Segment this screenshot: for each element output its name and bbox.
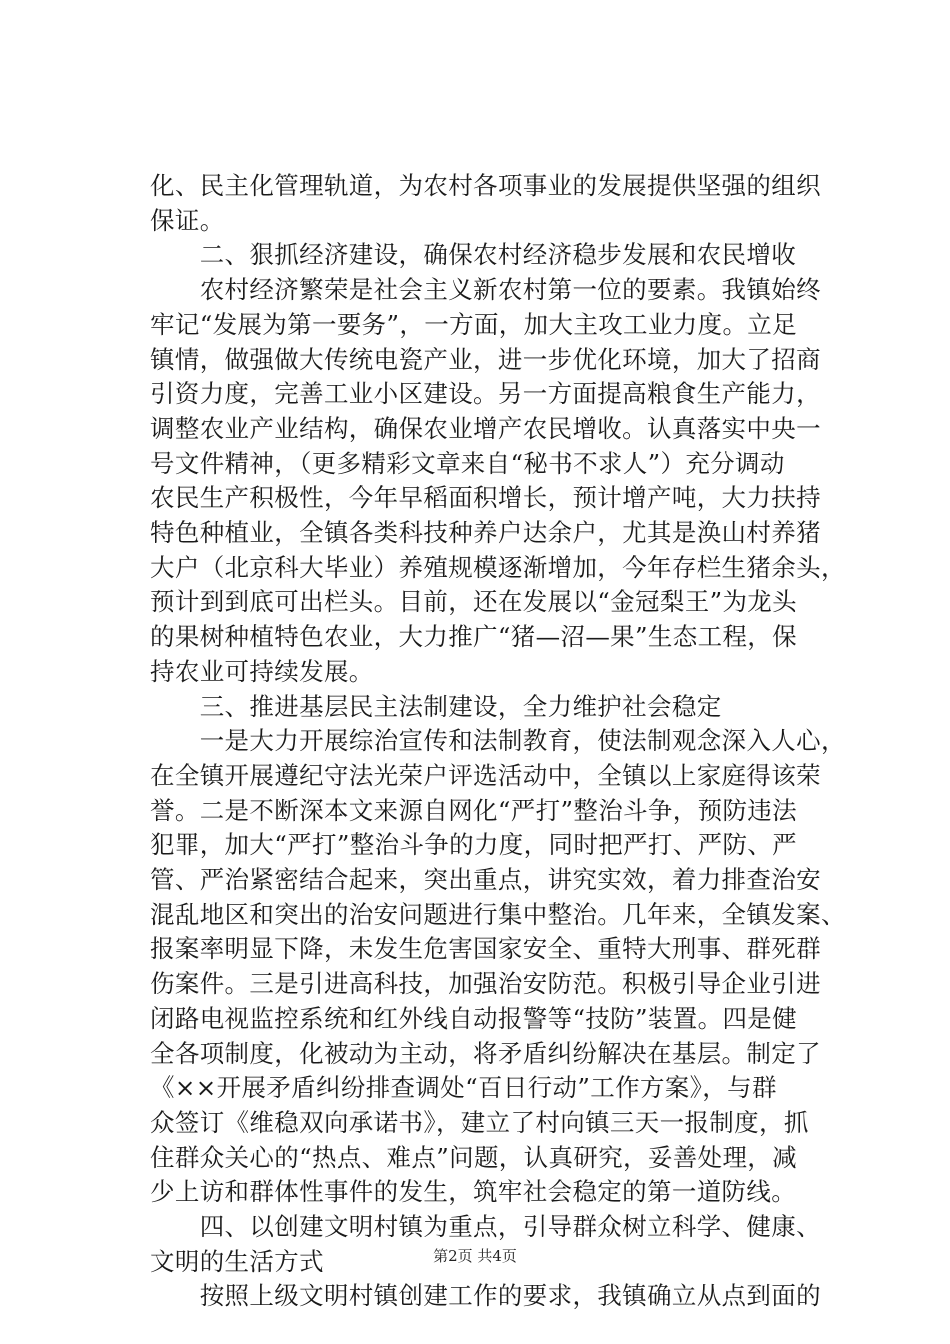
text-line: 在全镇开展遵纪守法光荣户评选活动中，全镇以上家庭得该荣 bbox=[150, 760, 821, 790]
text-line: 大户（北京科大毕业）养殖规模逐渐增加，今年存栏生猪余头， bbox=[150, 552, 846, 582]
text-line: 特色种植业，全镇各类科技种养户达余户，尤其是涣山村养猪 bbox=[150, 518, 821, 547]
text-line: 牢记“发展为第一要务”，一方面，加大主攻工业力度。立足 bbox=[150, 309, 797, 339]
page-footer: 第2页 共4页 bbox=[433, 1247, 517, 1265]
text-line: 犯罪，加大“严打”整治斗争的力度，同时把严打、严防、严 bbox=[150, 830, 797, 860]
text-line: 保证。 bbox=[150, 205, 225, 235]
text-line: 化、民主化管理轨道，为农村各项事业的发展提供坚强的组织 bbox=[150, 171, 821, 200]
text-line: 按照上级文明村镇创建工作的要求，我镇确立从点到面的 bbox=[150, 1281, 821, 1311]
text-line: 农民生产积极性，今年早稻面积增长，预计增产吨，大力扶持 bbox=[150, 483, 821, 513]
text-line: 二、狠抓经济建设，确保农村经济稳步发展和农民增收 bbox=[150, 240, 797, 270]
text-line: 众签订《维稳双向承诺书》，建立了村向镇三天一报制度，抓 bbox=[150, 1107, 809, 1137]
text-line: 调整农业产业结构，确保农业增产农民增收。认真落实中央一 bbox=[150, 413, 821, 443]
text-line: 少上访和群体性事件的发生，筑牢社会稳定的第一道防线。 bbox=[150, 1177, 797, 1207]
text-line: 引资力度，完善工业小区建设。另一方面提高粮食生产能力， bbox=[150, 379, 821, 409]
text-line: 《××开展矛盾纠纷排查调处“百日行动”工作方案》，与群 bbox=[150, 1073, 777, 1103]
text-line: 混乱地区和突出的治安问题进行集中整治。几年来，全镇发案、 bbox=[150, 899, 846, 929]
text-line: 农村经济繁荣是社会主义新农村第一位的要素。我镇始终 bbox=[150, 275, 821, 305]
text-line: 住群众关心的“热点、难点”问题，认真研究，妥善处理，减 bbox=[150, 1142, 797, 1172]
text-line: 誉。二是不断深本文来源自网化“严打”整治斗争，预防违法 bbox=[150, 795, 797, 825]
text-line: 镇情，做强做大传统电瓷产业，进一步优化环境，加大了招商 bbox=[150, 344, 821, 374]
text-line: 全各项制度，化被动为主动，将矛盾纠纷解决在基层。制定了 bbox=[150, 1038, 821, 1068]
text-line: 号文件精神，（更多精彩文章来自“秘书不求人”）充分调动 bbox=[150, 448, 785, 478]
text-line: 管、严治紧密结合起来，突出重点，讲究实效，着力排查治安 bbox=[150, 865, 821, 894]
text-line: 伤案件。三是引进高科技，加强治安防范。积极引导企业引进 bbox=[150, 969, 821, 999]
text-line: 三、推进基层民主法制建设，全力维护社会稳定 bbox=[150, 691, 722, 721]
text-line: 的果树种植特色农业，大力推广“猪—沼—果”生态工程，保 bbox=[150, 622, 797, 652]
text-line: 预计到到底可出栏头。目前，还在发展以“金冠梨王”为龙头 bbox=[150, 587, 797, 617]
text-line: 闭路电视监控系统和红外线自动报警等“技防”装置。四是健 bbox=[150, 1003, 797, 1033]
text-line: 报案率明显下降，未发生危害国家安全、重特大刑事、群死群 bbox=[150, 934, 821, 964]
text-line: 文明的生活方式 bbox=[150, 1246, 324, 1276]
text-line: 一是大力开展综治宣传和法制教育，使法制观念深入人心， bbox=[150, 726, 846, 756]
text-line: 持农业可持续发展。 bbox=[150, 656, 374, 686]
text-line: 四、以创建文明村镇为重点，引导群众树立科学、健康、 bbox=[150, 1212, 821, 1241]
